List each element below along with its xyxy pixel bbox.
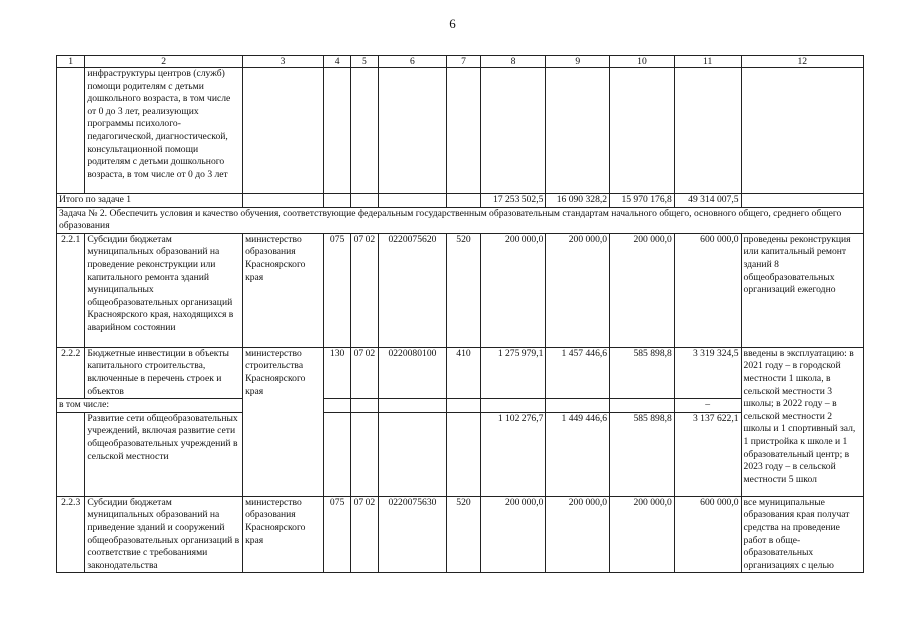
sub-value-2022: 1 449 446,6 xyxy=(546,412,610,496)
table-row xyxy=(57,68,864,194)
sub-value-sum: 3 137 622,1 xyxy=(674,412,741,496)
activity-name: Субсидии бюджетам муниципальных образований на приведение зданий и сооружений общеобразовательных организаций в соответствие с требованиями законодательства xyxy=(85,496,243,573)
table-row xyxy=(57,233,864,347)
value-2023: 200 000,0 xyxy=(610,496,675,573)
activity-name: инфраструктуры центров (служб) помощи родителям с детьми дошкольного возраста, в том числе от 0 до 3 лет, реализующих программы психолого-педагогической, диагностической, консультационной помощи родителям с детьми дошкольного возраста, в том числе от 0 до 3 лет xyxy=(85,68,243,194)
total-2022: 16 090 328,2 xyxy=(546,194,610,208)
col-header: 1 xyxy=(57,56,85,68)
sub-value-2023: 585 898,8 xyxy=(610,412,675,496)
page-number: 6 xyxy=(449,16,456,31)
column-number-row xyxy=(57,56,864,68)
gr-code: 075 xyxy=(323,496,350,573)
value-2022: 200 000,0 xyxy=(546,496,610,573)
rz-pr-code: 07 02 xyxy=(351,496,378,573)
gr-code: 130 xyxy=(323,347,350,398)
vr-code: 410 xyxy=(447,347,480,398)
csr-code: 0220080100 xyxy=(378,347,447,398)
value-2021: 200 000,0 xyxy=(480,496,546,573)
col-header: 12 xyxy=(741,56,863,68)
col-header: 3 xyxy=(243,56,324,68)
value-sum: 600 000,0 xyxy=(674,233,741,347)
row-number: 2.2.1 xyxy=(57,233,85,347)
total-sum: 49 314 007,5 xyxy=(674,194,741,208)
expected-result: введены в эксплуатацию: в 2021 году – в городской местности 1 школа, в сельской местности 3 школы; в 2022 году – в сельской местности 2 школы и 1 спортивный зал, 1 пристройка к школе и 1 образовательный центр; в 2023 году – в сельской местности 5 школ xyxy=(741,347,863,496)
value-2021: 1 275 979,1 xyxy=(480,347,546,398)
expected-result: все муниципальные образования края получат средства на проведение работ в обще-образовательных организациях с целью xyxy=(741,496,863,573)
value-2022: 200 000,0 xyxy=(546,233,610,347)
value-2021: 200 000,0 xyxy=(480,233,546,347)
col-header: 7 xyxy=(447,56,480,68)
col-header: 4 xyxy=(323,56,350,68)
value-2023: 585 898,8 xyxy=(610,347,675,398)
row-number: 2.2.2 xyxy=(57,347,85,398)
col-header: 9 xyxy=(546,56,610,68)
value-sum: 3 319 324,5 xyxy=(674,347,741,398)
activity-name: Бюджетные инвестиции в объекты капитального строительства, включенные в перечень строек и объектов xyxy=(85,347,243,398)
activity-name: Субсидии бюджетам муниципальных образований на проведение реконструкции или капитального ремонта зданий муниципальных общеобразовательных организаций Красноярского края, находящихся в аварийном состоянии xyxy=(85,233,243,347)
table-row xyxy=(57,496,864,573)
col-header: 5 xyxy=(351,56,378,68)
responsible-org: министерство образования Красноярского края xyxy=(243,496,324,573)
csr-code: 0220075630 xyxy=(378,496,447,573)
dash-mark: – xyxy=(674,399,741,413)
responsible-org: министерство строительства Красноярского края xyxy=(243,347,324,398)
total-2021: 17 253 502,5 xyxy=(480,194,546,208)
including-label: в том числе: xyxy=(57,399,243,413)
total-label: Итого по задаче 1 xyxy=(57,194,243,208)
total-row xyxy=(57,194,864,208)
task-heading-row xyxy=(57,207,864,233)
csr-code: 0220075620 xyxy=(378,233,447,347)
value-2023: 200 000,0 xyxy=(610,233,675,347)
expected-result: проведены реконструкция или капитальный ремонт зданий 8 общеобразовательных организаций ежегодно xyxy=(741,233,863,347)
col-header: 8 xyxy=(480,56,546,68)
vr-code: 520 xyxy=(447,233,480,347)
col-header: 10 xyxy=(610,56,675,68)
task-heading: Задача № 2. Обеспечить условия и качество обучения, соответствующие федеральным государственным образовательным стандартам начального общего, основного общего, среднего общего образования xyxy=(57,207,864,233)
col-header: 2 xyxy=(85,56,243,68)
total-2023: 15 970 176,8 xyxy=(610,194,675,208)
table-row xyxy=(57,347,864,398)
value-2022: 1 457 446,6 xyxy=(546,347,610,398)
sub-value-2021: 1 102 276,7 xyxy=(480,412,546,496)
col-header: 6 xyxy=(378,56,447,68)
rz-pr-code: 07 02 xyxy=(351,233,378,347)
responsible-org: министерство образования Красноярского края xyxy=(243,233,324,347)
program-table xyxy=(56,55,864,573)
value-sum: 600 000,0 xyxy=(674,496,741,573)
vr-code: 520 xyxy=(447,496,480,573)
gr-code: 075 xyxy=(323,233,350,347)
sub-activity-name: Развитие сети общеобразовательных учреждений, включая развитие сети общеобразовательных учреждений в сельской местности xyxy=(85,412,243,496)
rz-pr-code: 07 02 xyxy=(351,347,378,398)
row-number: 2.2.3 xyxy=(57,496,85,573)
col-header: 11 xyxy=(674,56,741,68)
